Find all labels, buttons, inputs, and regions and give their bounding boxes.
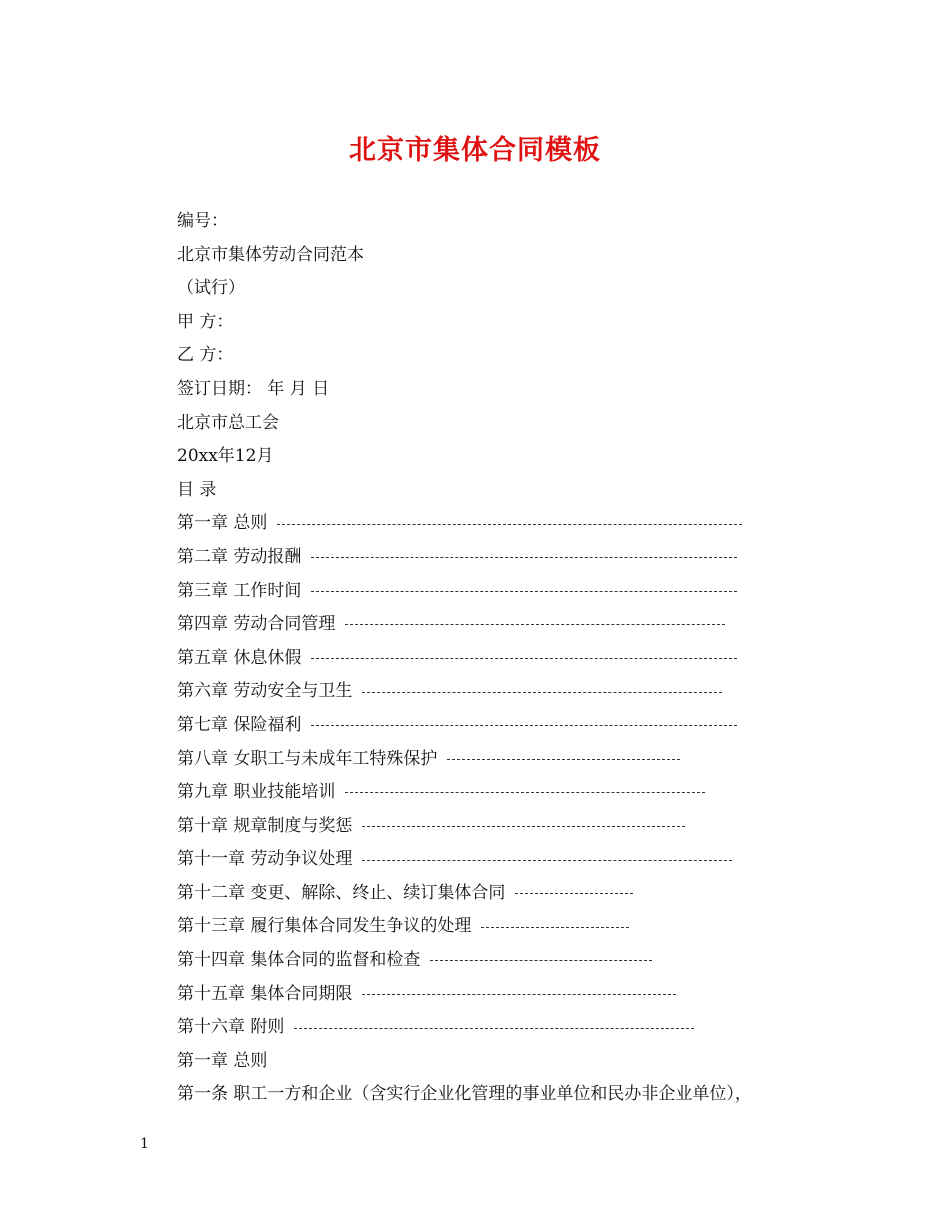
toc-entry — [177, 1011, 857, 1045]
toc-leader — [481, 927, 629, 928]
toc-leader — [277, 524, 742, 525]
toc-leader — [447, 759, 680, 760]
toc-leader — [362, 860, 732, 861]
toc-entry — [177, 978, 857, 1012]
toc-leader — [345, 624, 725, 625]
toc-entry-label: 第十章 规章制度与奖惩 — [177, 815, 353, 836]
toc-leader — [311, 725, 737, 726]
line-issue-date: 20xx年12月 — [177, 446, 274, 467]
line-template-name: 北京市集体劳动合同范本 — [177, 244, 364, 265]
line-party-a: 甲 方： — [177, 311, 234, 332]
line-issuer: 北京市总工会 — [177, 412, 279, 433]
toc-entry-label: 第四章 劳动合同管理 — [177, 614, 336, 635]
toc-entry — [177, 541, 857, 575]
toc-entry — [177, 709, 857, 743]
toc-leader — [430, 960, 652, 961]
toc-leader — [311, 658, 737, 659]
toc-leader — [362, 994, 676, 995]
toc-entry-label: 第十六章 附则 — [177, 1017, 285, 1038]
toc-entry-label: 第六章 劳动安全与卫生 — [177, 681, 353, 702]
toc-leader — [515, 893, 633, 894]
toc-entry-label: 第五章 休息休假 — [177, 647, 302, 668]
toc-entry — [177, 877, 857, 911]
toc-entry — [177, 843, 857, 877]
toc-entry — [177, 944, 857, 978]
toc-entry — [177, 608, 857, 642]
page-number: 1 — [140, 1136, 149, 1152]
toc-leader — [362, 826, 685, 827]
toc-entry — [177, 743, 857, 777]
toc-leader — [345, 792, 705, 793]
toc-entry-label: 第十五章 集体合同期限 — [177, 983, 353, 1004]
toc-entry-label: 第二章 劳动报酬 — [177, 546, 302, 567]
document-title: 北京市集体合同模板 — [349, 135, 601, 166]
line-trial: （试行） — [177, 278, 245, 299]
toc-leader — [311, 557, 737, 558]
toc-entry — [177, 642, 857, 676]
toc-entry-label: 第七章 保险福利 — [177, 714, 302, 735]
toc-entry — [177, 910, 857, 944]
toc-entry — [177, 575, 857, 609]
toc-heading: 目 录 — [177, 479, 217, 500]
chapter-heading: 第一章 总则 — [177, 1050, 268, 1071]
line-sign-date: 签订日期： 年 月 日 — [177, 378, 330, 399]
toc-entry-label: 第八章 女职工与未成年工特殊保护 — [177, 748, 438, 769]
document-body — [177, 205, 857, 1112]
line-serial-number: 编号： — [177, 211, 228, 231]
toc-entry-label: 第一章 总则 — [177, 513, 268, 534]
toc-leader — [362, 692, 722, 693]
toc-entry — [177, 507, 857, 541]
toc-leader — [311, 591, 737, 592]
toc-entry — [177, 675, 857, 709]
toc-entry-label: 第十三章 履行集体合同发生争议的处理 — [177, 916, 472, 937]
toc-entry-label: 第十二章 变更、解除、终止、续订集体合同 — [177, 882, 506, 903]
toc-entry — [177, 810, 857, 844]
toc-entry-label: 第三章 工作时间 — [177, 580, 302, 601]
toc-entry — [177, 776, 857, 810]
line-party-b: 乙 方： — [177, 345, 234, 366]
article-text: 第一条 职工一方和企业（含实行企业化管理的事业单位和民办非企业单位）， — [177, 1084, 752, 1105]
toc-leader — [294, 1028, 694, 1029]
toc-entry-label: 第十一章 劳动争议处理 — [177, 849, 353, 870]
toc-entry-label: 第九章 职业技能培训 — [177, 782, 336, 803]
toc-entry-label: 第十四章 集体合同的监督和检查 — [177, 950, 421, 971]
